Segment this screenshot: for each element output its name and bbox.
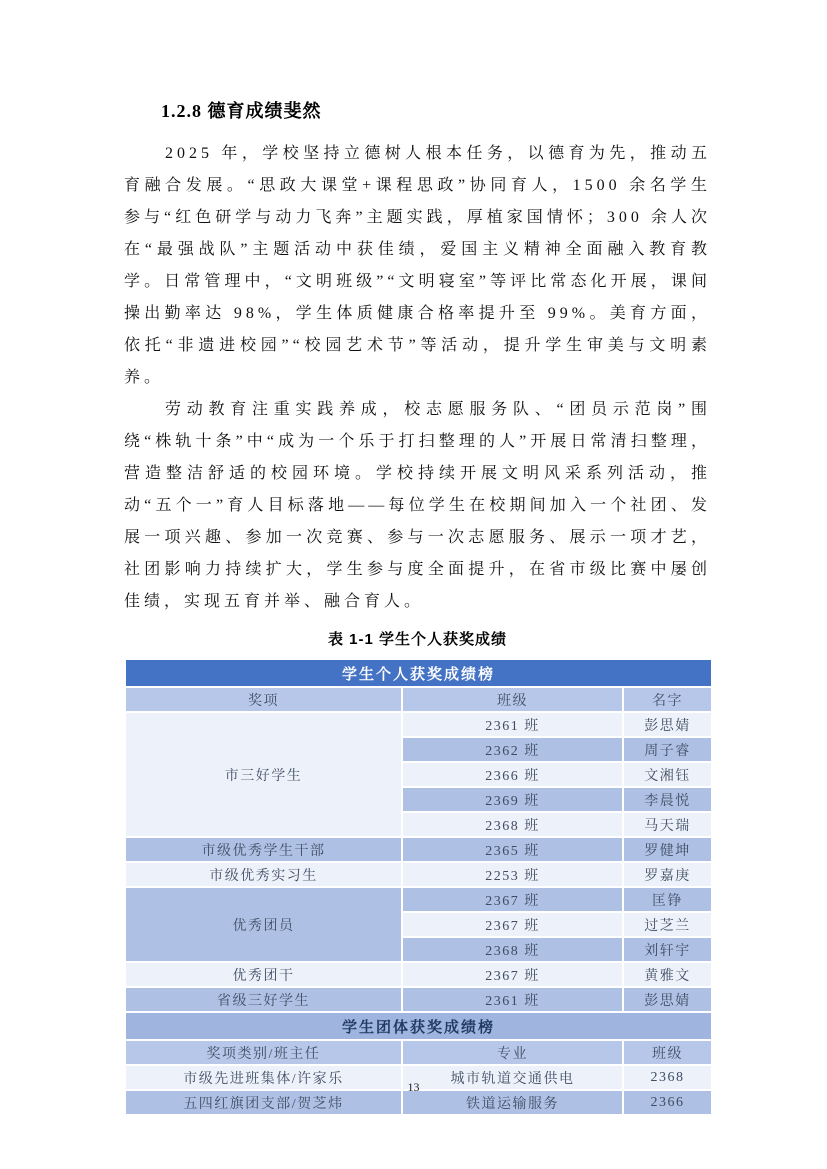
major-cell: 铁道运输服务 (402, 1090, 623, 1115)
page-content (124, 98, 711, 1116)
header-class-number: 班级 (623, 1040, 712, 1065)
table-caption: 表 1-1 学生个人获奖成绩 (327, 631, 507, 648)
header-award: 奖项 (125, 687, 402, 712)
group-header-row (125, 1040, 712, 1065)
award-cell: 优秀团员 (125, 887, 402, 962)
individual-header-row (125, 687, 712, 712)
class-cell: 2366 班 (402, 762, 623, 787)
class-cell: 2367 班 (402, 887, 623, 912)
name-cell: 罗健坤 (623, 837, 712, 862)
individual-band-title: 学生个人获奖成绩榜 (125, 659, 712, 687)
award-cell: 市级优秀学生干部 (125, 837, 402, 862)
name-cell: 周子睿 (623, 737, 712, 762)
name-cell: 李晨悦 (623, 787, 712, 812)
paragraph-labor-education: 劳动教育注重实践养成，校志愿服务队、“团员示范岗”围绕“株轨十条”中“成为一个乐于打扫整理的人”开展日常清扫整理，营造整洁舒适的校园环境。学校持续开展文明风采系列活动，推动“五个一”育人目标落地——每位学生在校期间加入一个社团、发展一项兴趣、参加一次竞赛、参与一次志愿服务、展示一项才艺，社团影响力持续扩大，学生参与度全面提升，在省市级比赛中屡创佳绩，实现五育并举、融合育人。 (124, 401, 711, 610)
awards-table (124, 658, 713, 1116)
individual-band-row (125, 659, 712, 687)
name-cell: 彭思婧 (623, 712, 712, 737)
individual-section-head (125, 659, 712, 712)
award-row (125, 837, 712, 862)
header-name: 名字 (623, 687, 712, 712)
name-cell: 黄雅文 (623, 962, 712, 987)
award-cell: 市三好学生 (125, 712, 402, 837)
class-number-cell: 2368 (623, 1065, 712, 1090)
name-cell: 匡铮 (623, 887, 712, 912)
class-cell: 2369 班 (402, 787, 623, 812)
category-teacher-cell: 五四红旗团支部/贺芝炜 (125, 1090, 402, 1115)
name-cell: 罗嘉庚 (623, 862, 712, 887)
header-category-teacher: 奖项类别/班主任 (125, 1040, 402, 1065)
name-cell: 文湘钰 (623, 762, 712, 787)
individual-rows (125, 712, 712, 1012)
class-cell: 2367 班 (402, 912, 623, 937)
award-cell: 市级优秀实习生 (125, 862, 402, 887)
class-cell: 2253 班 (402, 862, 623, 887)
class-number-cell: 2366 (623, 1090, 712, 1115)
award-cell: 优秀团干 (125, 962, 402, 987)
group-band-row (125, 1012, 712, 1040)
class-cell: 2368 班 (402, 937, 623, 962)
name-cell: 过芝兰 (623, 912, 712, 937)
award-row (125, 887, 712, 912)
class-cell: 2361 班 (402, 987, 623, 1012)
award-cell: 省级三好学生 (125, 987, 402, 1012)
section-heading: 1.2.8 德育成绩斐然 (161, 101, 322, 121)
name-cell: 刘轩宇 (623, 937, 712, 962)
class-cell: 2368 班 (402, 812, 623, 837)
class-cell: 2367 班 (402, 962, 623, 987)
page-number: 13 (407, 1080, 420, 1094)
class-cell: 2362 班 (402, 737, 623, 762)
name-cell: 马天瑞 (623, 812, 712, 837)
award-row (125, 962, 712, 987)
group-section-head (125, 1012, 712, 1065)
header-class: 班级 (402, 687, 623, 712)
class-cell: 2361 班 (402, 712, 623, 737)
award-row (125, 862, 712, 887)
award-row (125, 987, 712, 1012)
name-cell: 彭思婧 (623, 987, 712, 1012)
major-cell: 城市轨道交通供电 (402, 1065, 623, 1090)
class-cell: 2365 班 (402, 837, 623, 862)
header-major: 专业 (402, 1040, 623, 1065)
group-band-title: 学生团体获奖成绩榜 (125, 1012, 712, 1040)
category-teacher-cell: 市级先进班集体/许家乐 (125, 1065, 402, 1090)
paragraph-moral-education: 2025 年，学校坚持立德树人根本任务，以德育为先，推动五育融合发展。“思政大课堂+课程思政”协同育人，1500 余名学生参与“红色研学与动力飞奔”主题实践，厚植家国情怀；300 余人次在“最强战队”主题活动中获佳绩，爱国主义精神全面融入教育教学。日常管理中，“文明班级”“文明寝室”等评比常态化开展，课间操出勤率达 98%，学生体质健康合格率提升至 99%。美育方面，依托“非遗进校园”“校园艺术节”等活动，提升学生审美与文明素养。 (124, 145, 711, 386)
award-row (125, 712, 712, 737)
